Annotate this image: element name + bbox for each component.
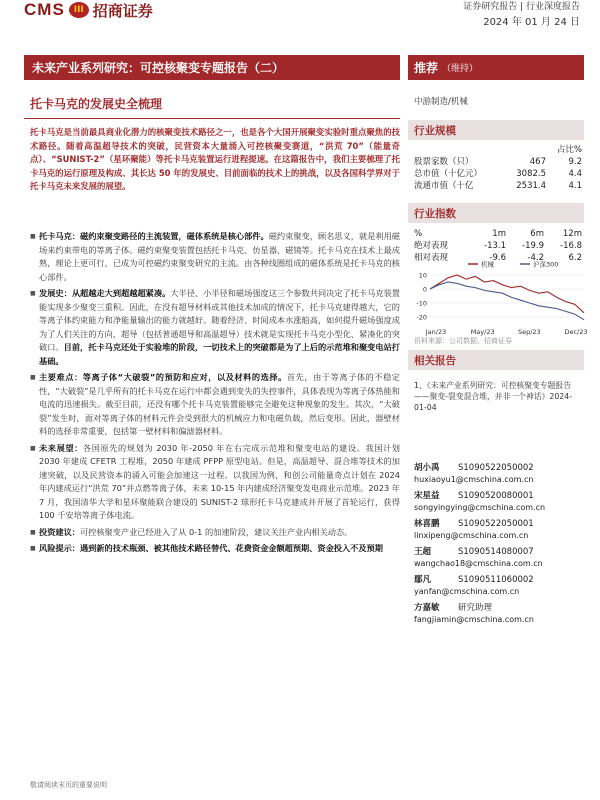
x-tick-label: Sep/23 [517, 328, 541, 336]
analyst-email[interactable]: huxiaoyu1@cmschina.com.cn [414, 475, 534, 484]
x-tick-label: Jan/23 [425, 328, 447, 336]
analyst-entry [414, 602, 584, 626]
table-row [414, 168, 582, 180]
analyst-email[interactable]: linxipeng@cmschina.com.cn [414, 531, 529, 540]
bullet-heading: 投资建议： [39, 526, 80, 537]
pct-header: 占比% [556, 145, 582, 155]
analyst-email[interactable]: wangchao18@cmschina.com.cn [414, 559, 543, 568]
legend-label: 沪深300 [533, 260, 559, 269]
col-header: 12m [562, 229, 582, 239]
analyst-email[interactable]: yanfan@cmschina.com.cn [414, 587, 520, 596]
bullet-item [30, 442, 400, 523]
section-heading-scale: 行业规模 [408, 120, 584, 140]
bullet-item [30, 542, 400, 556]
analyst-entry [414, 574, 584, 598]
table-row [414, 240, 582, 252]
row-pct: 9.2 [568, 157, 582, 167]
analyst-name: 林喜鹏 [414, 519, 440, 529]
bullet-item [30, 287, 400, 368]
key-points [30, 230, 400, 559]
analyst-cert: 研究助理 [458, 603, 493, 613]
row-value: 3082.5 [516, 169, 546, 179]
bullet-heading: 主要难点：等离子体“大破裂”的预防和应对，以及材料的选择。 [39, 372, 287, 382]
related-reports [414, 380, 584, 413]
report-date: 2024 年 01 月 24 日 [483, 17, 580, 28]
report-title: 未来产业系列研究：可控核聚变专题报告（二） [24, 55, 400, 80]
legend-label: 机械 [481, 260, 494, 269]
row-value: -16.8 [560, 241, 582, 251]
analyst-cert: S1090522050001 [458, 519, 534, 529]
row-value: -13.1 [484, 241, 506, 251]
y-tick-label: -20 [416, 313, 427, 322]
chart-svg [408, 258, 588, 338]
table-row [414, 156, 582, 168]
table-header-row [414, 144, 582, 156]
y-tick-label: 10 [418, 271, 427, 280]
bullet-item [30, 371, 400, 439]
row-value: 467 [529, 157, 546, 167]
row-label: 绝对表现 [414, 241, 449, 251]
section-heading-index: 行业指数 [408, 203, 584, 223]
series-line [430, 275, 584, 313]
col-header: 1m [492, 229, 506, 239]
analyst-cert: S1090522050002 [458, 463, 534, 473]
report-type: 证券研究报告 | 行业深度报告 [463, 2, 580, 12]
bullet-body: 各国原先的规划为 2030 年-2050 年在右完成示范堆和聚变电站的建设。我国计划 2030 年建成 CFETR 工程堆，2050 年建成 PFPP 原型电站。但是，高温超导、混合堆等技术的加速突破，以及民营资本的涌入可能会加速这一过程。以我国为例，和创公司能量奇点计划在 2024 年内建成运行“洪荒 70”并点燃等离子体，未来 10-15 年内建成经济聚变发电商业示范堆。2023 年 7 月，我国清华大学和星环聚能联合建设的 SUNIST-2 球形托卡马克建成并开展了首轮运行，获得 100 千安培等离子体电流。 [39, 442, 400, 520]
analyst-entry [414, 546, 584, 570]
analyst-name: 胡小禹 [414, 463, 440, 473]
footer-note: 敬请阅读末页的重要说明 [30, 781, 107, 789]
logo-mark-icon: III [69, 2, 89, 18]
table-row [414, 180, 582, 192]
row-label: 总市值（十亿元） [414, 169, 483, 179]
analyst-cert: S1090520080001 [458, 491, 534, 501]
row-value: -9.6 [489, 253, 506, 263]
table-header-row [414, 228, 582, 240]
bullet-body: 磁约束聚变，顾名思义，就是利用磁场来约束带电的等离子体。磁约束聚变装置包括托卡马克、仿星器、磁镜等。托卡马克在技术上最成熟，理论上更可行，已成为可控磁约束聚变研究的主流。由各种线圈组成的磁体系统是托卡马克的核心部件。 [39, 231, 400, 282]
analyst-entry [414, 490, 584, 514]
analyst-name: 方嘉敏 [414, 603, 440, 613]
company-logo [24, 0, 153, 20]
logo-cn-text: 招商证券 [92, 1, 153, 20]
analyst-cert: S1090511060002 [458, 575, 534, 585]
analyst-entry [414, 462, 584, 486]
industry-label: 中游制造/机械 [414, 97, 468, 107]
x-tick-label: May/23 [470, 328, 495, 336]
col-header: % [414, 229, 423, 239]
bullet-item [30, 230, 400, 284]
bullet-body: 首先，由于等离子体的不稳定性，“大破裂”是几乎所有的托卡马克在运行中都会遇到变失的失控事件，具体表现为等离子体热能和电流的迅速损失。截至目前，还没有哪个托卡马克装置能够完全避免这种现象的发生。其次，“大破裂”发生时，面对等离子体的材料元件会受到很大的机械应力和电磁负载，然后变形。因此，器壁材料的选择非常重要，包括第一壁材料和偏滤器材料。 [39, 372, 400, 436]
row-value: 2531.4 [516, 181, 546, 191]
row-value: -19.9 [522, 241, 544, 251]
bullet-item [30, 526, 400, 540]
y-tick-label: 0 [422, 285, 427, 294]
row-label: 相对表现 [414, 253, 449, 263]
analyst-email[interactable]: songyingying@cmschina.com.cn [414, 503, 546, 512]
analyst-name: 王超 [414, 547, 432, 557]
y-tick-label: -10 [416, 299, 427, 308]
row-pct: 4.1 [568, 181, 582, 191]
recommendation-label: 推荐 [414, 61, 439, 75]
report-subtitle: 托卡马克的发展史全梳理 [30, 97, 163, 111]
recommendation-bar [408, 55, 584, 80]
recommendation-keep: （维持） [442, 64, 479, 74]
bullet-emphasis: 目前，托卡马克还处于实验堆的阶段，一切技术上的突破都是为了上后的示范堆和聚变电站打基础。 [39, 342, 400, 366]
bullet-heading: 风险提示：遇到新的技术瓶颈、被其他技术路径替代、花费资金金额超预期、资金投入不及预期 [39, 543, 383, 553]
analyst-entry [414, 518, 584, 542]
analyst-list [414, 462, 584, 630]
row-pct: 4.4 [568, 169, 582, 179]
logo-cms-text: CMS [24, 0, 65, 19]
row-label: 流通市值（十亿 [414, 181, 474, 191]
x-tick-label: Dec/23 [564, 328, 588, 336]
index-performance-chart [408, 258, 588, 338]
analyst-name: 鄢凡 [414, 575, 432, 585]
analyst-name: 宋星益 [414, 491, 440, 501]
section-heading-related: 相关报告 [408, 350, 584, 370]
col-header: 6m [530, 229, 544, 239]
report-meta [463, 0, 580, 30]
bullet-heading: 发展史：从超越走大到超越超紧凑。 [39, 288, 171, 298]
intro-paragraph: 托卡马克是当前最具商业化潜力的核聚变技术路径之一，也是各个大国开展聚变实验时重点聚焦的技术路径。随着高温超导技术的突破，民营资本大量涌入可控核聚变赛道，“洪荒 70”（能量奇点）、“SUNIST-2”（星环聚能）等托卡马克装置运行进程提速。在这篇报告中，我们主要梳理了托卡马克的运行原理及构成、其长达 50 年的发展史、目前面临的技术上的挑战，以及各国科学界对于托卡马克未来发展的展望。 [30, 127, 400, 191]
analyst-cert: S1090514080007 [458, 547, 534, 557]
row-value: 6.2 [568, 253, 582, 263]
row-value: -4.2 [527, 253, 544, 263]
subtitle-divider [24, 118, 400, 119]
bullet-heading: 托卡马克：磁约束聚变路径的主流装置，磁体系统是核心部件。 [39, 231, 269, 241]
chart-source: 资料来源：公司数据、招商证券 [414, 337, 512, 345]
row-label: 股票家数（只） [414, 157, 474, 167]
series-line [430, 282, 584, 320]
analyst-email[interactable]: fangjiamin@cmschina.com.cn [414, 615, 534, 624]
scale-table [414, 144, 582, 192]
related-report-item[interactable]: 1、《未来产业系列研究：可控核聚变专题报告——聚变-裂变混合堆，并非一个神话》2024-01-04 [414, 381, 573, 412]
bullet-body: 大半径、小半径和磁场强度这三个参数共同决定了托卡马克装置能实现多少聚变三重积。因此，在没有超导材料或其他技术加成的情况下，托卡马克建得越大，它的等离子体约束能力和净能量输出的能力就越好。随着经济、时间成本水涨船高，如何提升磁场强度成为了人们关注的方向，超导（包括普通超导和高温超导）技术就是实现托卡马克小型化、紧凑化的突破口。 [39, 288, 400, 352]
bullet-body: 可控核聚变产业已经进入了从 0-1 的加速阶段，建议关注产业内相关动态。 [79, 526, 353, 537]
bullet-heading: 未来展望： [39, 442, 83, 453]
